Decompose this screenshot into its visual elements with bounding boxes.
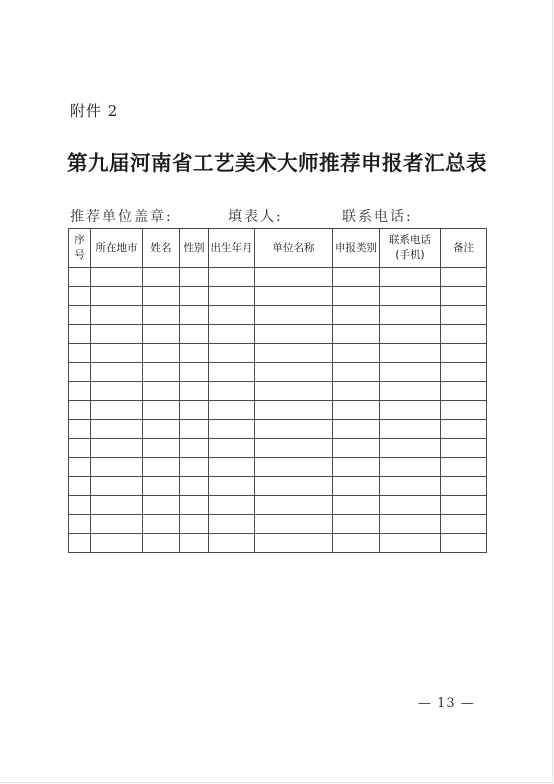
table-cell [209, 306, 255, 325]
table-cell [209, 268, 255, 287]
table-cell [441, 325, 487, 344]
table-row [69, 363, 487, 382]
table-cell [91, 420, 143, 439]
table-cell [333, 439, 380, 458]
header-line: 性别 [183, 241, 205, 254]
table-cell [209, 344, 255, 363]
table-cell [180, 306, 209, 325]
page-number: — 13 — [418, 696, 475, 711]
table-cell [441, 534, 487, 553]
table-cell [69, 306, 91, 325]
table-cell [209, 363, 255, 382]
table-cell [69, 268, 91, 287]
table-row [69, 401, 487, 420]
table-cell [333, 401, 380, 420]
table-cell [255, 458, 333, 477]
table-cell [441, 268, 487, 287]
header-line: 申报类别 [335, 241, 377, 254]
table-cell [91, 287, 143, 306]
table-cell [380, 306, 441, 325]
header-gender [180, 229, 209, 268]
table-cell [69, 477, 91, 496]
table-cell [380, 439, 441, 458]
attachment-label: 附件 2 [70, 102, 119, 120]
table-cell [380, 515, 441, 534]
header-line: 出生年月 [210, 241, 253, 254]
table-cell [91, 534, 143, 553]
table-cell [255, 287, 333, 306]
table-cell [143, 515, 180, 534]
table-cell [255, 439, 333, 458]
header-city [91, 229, 143, 268]
table-cell [69, 344, 91, 363]
table-cell [441, 382, 487, 401]
table-cell [441, 515, 487, 534]
table-cell [333, 325, 380, 344]
table-cell [209, 477, 255, 496]
table-cell [380, 477, 441, 496]
table-cell [91, 325, 143, 344]
table-row [69, 439, 487, 458]
header-line: 联系电话 [389, 234, 431, 246]
table-cell [333, 458, 380, 477]
table-cell [255, 401, 333, 420]
table-cell [91, 401, 143, 420]
table-cell [91, 515, 143, 534]
table-cell [255, 496, 333, 515]
recommending-unit-field: 推荐单位盖章: [70, 209, 173, 225]
table-cell [255, 268, 333, 287]
header-line: 号 [74, 249, 85, 261]
table-cell [143, 344, 180, 363]
table-cell [143, 287, 180, 306]
table-row [69, 287, 487, 306]
table-cell [333, 420, 380, 439]
table-cell [333, 477, 380, 496]
table-cell [209, 534, 255, 553]
table-cell [255, 534, 333, 553]
table-cell [180, 458, 209, 477]
table-cell [143, 325, 180, 344]
table-row [69, 344, 487, 363]
table-cell [180, 401, 209, 420]
table-cell [180, 363, 209, 382]
table-row [69, 515, 487, 534]
table-cell [91, 268, 143, 287]
table-cell [143, 268, 180, 287]
table-cell [441, 363, 487, 382]
table-cell [143, 306, 180, 325]
table-cell [69, 363, 91, 382]
table-cell [255, 325, 333, 344]
table-cell [441, 496, 487, 515]
table-cell [143, 420, 180, 439]
table-cell [69, 325, 91, 344]
table-row [69, 420, 487, 439]
filled-by-field: 填表人: [228, 209, 283, 225]
table-cell [255, 420, 333, 439]
table-cell [441, 477, 487, 496]
table-cell [143, 382, 180, 401]
table-cell [380, 534, 441, 553]
table-cell [255, 477, 333, 496]
table-cell [209, 515, 255, 534]
table-cell [380, 401, 441, 420]
header-name [143, 229, 180, 268]
table-cell [143, 401, 180, 420]
table-row [69, 306, 487, 325]
header-line: 单位名称 [272, 241, 315, 254]
table-cell [441, 401, 487, 420]
table-cell [333, 515, 380, 534]
table-cell [441, 458, 487, 477]
header-line: 姓名 [150, 241, 172, 254]
header-line: 所在地市 [95, 241, 138, 254]
table-cell [180, 496, 209, 515]
table-row [69, 458, 487, 477]
table-row [69, 477, 487, 496]
summary-table [68, 228, 487, 553]
table-cell [91, 344, 143, 363]
contact-phone-field: 联系电话: [342, 209, 413, 225]
table-cell [441, 344, 487, 363]
table-cell [91, 477, 143, 496]
table-cell [333, 287, 380, 306]
table-cell [441, 439, 487, 458]
table-cell [143, 496, 180, 515]
table-cell [255, 306, 333, 325]
table-cell [380, 420, 441, 439]
table-cell [91, 382, 143, 401]
table-cell [143, 477, 180, 496]
table-cell [380, 496, 441, 515]
header-line: (手机) [395, 249, 425, 261]
table-cell [69, 439, 91, 458]
table-cell [143, 363, 180, 382]
table-cell [180, 515, 209, 534]
table-body [69, 268, 487, 553]
table-cell [255, 515, 333, 534]
table-cell [380, 382, 441, 401]
table-cell [69, 287, 91, 306]
table-cell [91, 439, 143, 458]
table-cell [69, 420, 91, 439]
table-cell [180, 477, 209, 496]
table-cell [69, 458, 91, 477]
table-cell [255, 344, 333, 363]
header-unit-name [255, 229, 333, 268]
header-phone [380, 229, 441, 268]
table-cell [333, 344, 380, 363]
table-cell [143, 534, 180, 553]
table-header-row [69, 229, 487, 268]
table-cell [209, 458, 255, 477]
table-cell [91, 363, 143, 382]
table-cell [209, 382, 255, 401]
table-row [69, 268, 487, 287]
table-row [69, 496, 487, 515]
table-cell [333, 268, 380, 287]
table-cell [209, 287, 255, 306]
table-cell [209, 401, 255, 420]
table-cell [69, 534, 91, 553]
table-row [69, 325, 487, 344]
table-row [69, 382, 487, 401]
table-cell [180, 382, 209, 401]
table-cell [180, 325, 209, 344]
table-cell [143, 439, 180, 458]
document-title: 第九届河南省工艺美术大师推荐申报者汇总表 [67, 151, 487, 175]
table-cell [380, 325, 441, 344]
table-cell [180, 268, 209, 287]
header-serial-number [69, 229, 91, 268]
table-cell [333, 363, 380, 382]
table-cell [333, 534, 380, 553]
table-cell [333, 496, 380, 515]
table-cell [380, 363, 441, 382]
table-cell [180, 534, 209, 553]
table-cell [69, 382, 91, 401]
table-cell [209, 325, 255, 344]
table-cell [255, 363, 333, 382]
table-cell [69, 401, 91, 420]
table-cell [209, 420, 255, 439]
table-cell [380, 268, 441, 287]
table-cell [180, 344, 209, 363]
header-remarks [441, 229, 487, 268]
table-cell [69, 515, 91, 534]
table-cell [180, 420, 209, 439]
table-cell [333, 382, 380, 401]
table-cell [91, 496, 143, 515]
header-line: 序 [74, 234, 85, 246]
table-cell [441, 287, 487, 306]
table-cell [180, 287, 209, 306]
table-cell [380, 287, 441, 306]
table-cell [441, 306, 487, 325]
table-cell [441, 420, 487, 439]
table-cell [69, 496, 91, 515]
table-cell [143, 458, 180, 477]
table-cell [255, 382, 333, 401]
table-cell [209, 496, 255, 515]
table-cell [380, 458, 441, 477]
header-birth-date [209, 229, 255, 268]
table-cell [91, 458, 143, 477]
header-category [333, 229, 380, 268]
table-row [69, 534, 487, 553]
table-cell [333, 306, 380, 325]
table-cell [91, 306, 143, 325]
table-cell [180, 439, 209, 458]
table-cell [380, 344, 441, 363]
table-cell [209, 439, 255, 458]
header-line: 备注 [453, 241, 474, 254]
